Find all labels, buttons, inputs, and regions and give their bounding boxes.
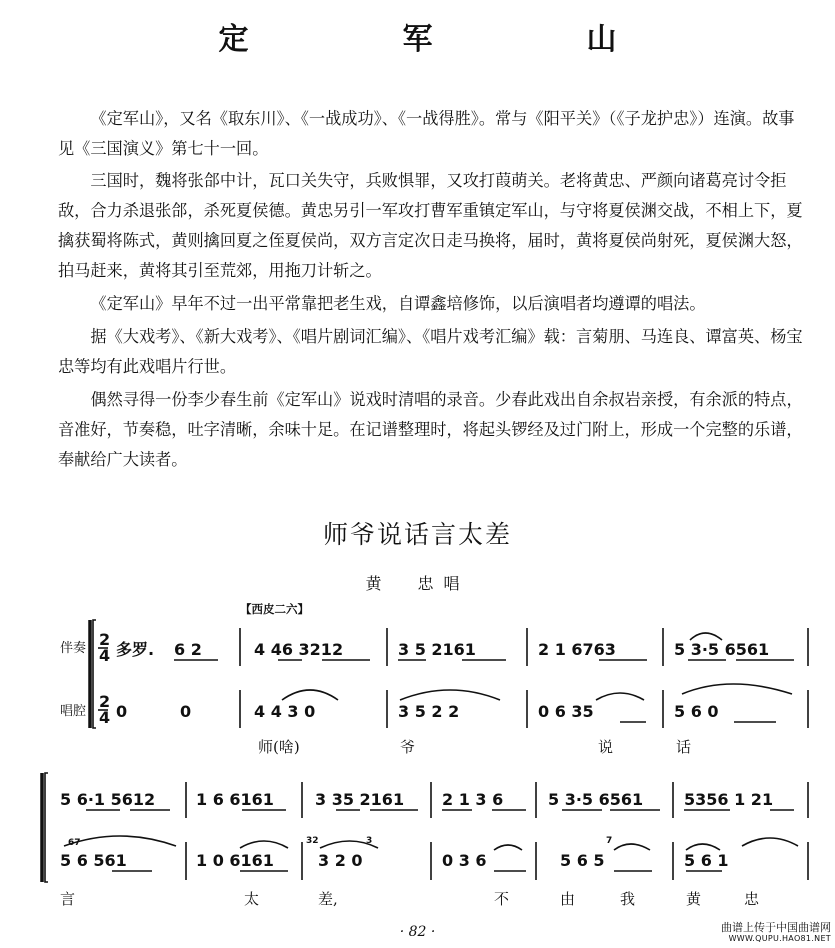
- slur: [494, 845, 522, 850]
- slur: [64, 836, 176, 846]
- measure: 4 4 3 0: [254, 702, 316, 721]
- measure: 6 2: [174, 640, 202, 659]
- lyric: 师(啥): [258, 738, 300, 756]
- measure: 5 6 1: [684, 851, 729, 870]
- watermark-url: WWW.QUPU.HAO81.NET: [728, 934, 831, 943]
- site-watermark: [721, 922, 831, 944]
- measure: 2 1 6763: [538, 640, 616, 659]
- measure: 1 0 6161: [196, 851, 274, 870]
- song-title: 师爷说话言太差: [322, 520, 512, 549]
- slur: [282, 690, 338, 700]
- grace-note: 32: [306, 836, 319, 846]
- page-number: · 82 ·: [399, 924, 436, 940]
- lyric: 差,: [318, 890, 338, 908]
- measure: 3 2 0: [318, 851, 363, 870]
- lyric: 言: [60, 890, 76, 908]
- time-sig-bottom: 4: [99, 646, 111, 665]
- measure: 3 5 2 2: [398, 702, 460, 721]
- slur: [686, 844, 720, 850]
- part-label-accompaniment: 伴奏: [60, 641, 87, 656]
- measure: 5 6 0: [674, 702, 719, 721]
- watermark-line: 曲谱上传于中国曲谱网: [721, 921, 831, 934]
- slur: [614, 844, 650, 850]
- slur: [240, 841, 288, 848]
- grace-note: 7: [606, 836, 613, 846]
- measure: 0 3 6: [442, 851, 487, 870]
- lyric: 黄: [686, 890, 702, 908]
- system-bracket: [45, 773, 48, 882]
- slur: [682, 684, 792, 694]
- gong-label: 多罗.: [116, 640, 155, 659]
- lyric: 话: [676, 738, 692, 756]
- system-bracket: [93, 620, 96, 728]
- slur: [690, 633, 722, 640]
- slur: [742, 838, 798, 846]
- measure: 5356 1 21: [684, 790, 774, 809]
- intro-paragraph: 《定军山》，又名《取东川》、《一战成功》、《一战得胜》。常与《阳平关》（《子龙护忠》）连演。故事见《三国演义》第七十一回。: [58, 109, 795, 158]
- measure: 0: [180, 702, 192, 721]
- measure: 5 6·1 5612: [60, 790, 156, 809]
- measure: 3 35 2161: [315, 790, 405, 809]
- intro-paragraph: 据《大戏考》、《新大戏考》、《唱片剧词汇编》、《唱片戏考汇编》载：言菊朋、马连良、谭富英、杨宝忠等均有此戏唱片行世。: [58, 327, 803, 376]
- lyric: 忠: [744, 890, 760, 908]
- slur: [596, 693, 644, 700]
- measure: 5 3·5 6561: [674, 640, 770, 659]
- time-sig-top: 2: [99, 630, 111, 649]
- system2-vocal: [60, 836, 808, 880]
- intro-paragraph: 偶然寻得一份李少春生前《定军山》说戏时清唱的录音。少春此戏出自余叔岩亲授，有余派的特点，音准好，节奏稳，吐字清晰，余味十足。在记谱整理时，将起头锣经及过门附上，形成一个完整的乐谱，奉献给广大读者。: [58, 390, 803, 469]
- measure: 1 6 6161: [196, 790, 274, 809]
- measure: 5 6 561: [60, 851, 127, 870]
- page-title: 定 军 山: [218, 22, 679, 57]
- intro-paragraph: 三国时，魏将张郃中计，瓦口关失守，兵败惧罪，又攻打葭萌关。老将黄忠、严颜向诸葛亮讨令拒敌，合力杀退张郃，杀死夏侯德。黄忠另引一军攻打曹军重镇定军山，与守将夏侯渊交战，不相上下，夏擒获蜀将陈式，黄则擒回夏之侄夏侯尚，双方言定次日走马换将，届时，黄将夏侯尚射死，夏侯渊大怒，拍马赶来，黄将其引至荒郊，用拖刀计斩之。: [58, 171, 803, 280]
- measure: 5 3·5 6561: [548, 790, 644, 809]
- banban-label: 【西皮二六】: [240, 602, 309, 616]
- time-sig-bottom: 4: [99, 708, 111, 727]
- intro-paragraph: 《定军山》早年不过一出平常靠把老生戏，自谭鑫培修饰，以后演唱者均遵谭的唱法。: [90, 294, 706, 313]
- lyric: 我: [620, 890, 636, 908]
- measure: 2 1 3 6: [442, 790, 504, 809]
- lyric: 不: [494, 890, 510, 908]
- grace-note: 3: [366, 836, 373, 846]
- measure: 0 6 35: [538, 702, 594, 721]
- time-sig-top: 2: [99, 692, 111, 711]
- singer-credit: 黄 忠唱: [365, 574, 470, 593]
- measure: 5 6 5: [560, 851, 605, 870]
- measure: 3 5 2161: [398, 640, 476, 659]
- system2-accompaniment: [60, 782, 808, 818]
- grace-note: 67: [68, 838, 81, 848]
- slur: [400, 690, 500, 700]
- lyric: 说: [598, 738, 614, 756]
- part-label-vocal: 唱腔: [60, 704, 87, 719]
- lyric: 由: [560, 890, 576, 908]
- measure: 4 46 3212: [254, 640, 344, 659]
- lyric: 太: [244, 890, 260, 908]
- system2-lyrics: [60, 890, 760, 908]
- lyric: 爷: [400, 738, 416, 756]
- measure: 0: [116, 702, 128, 721]
